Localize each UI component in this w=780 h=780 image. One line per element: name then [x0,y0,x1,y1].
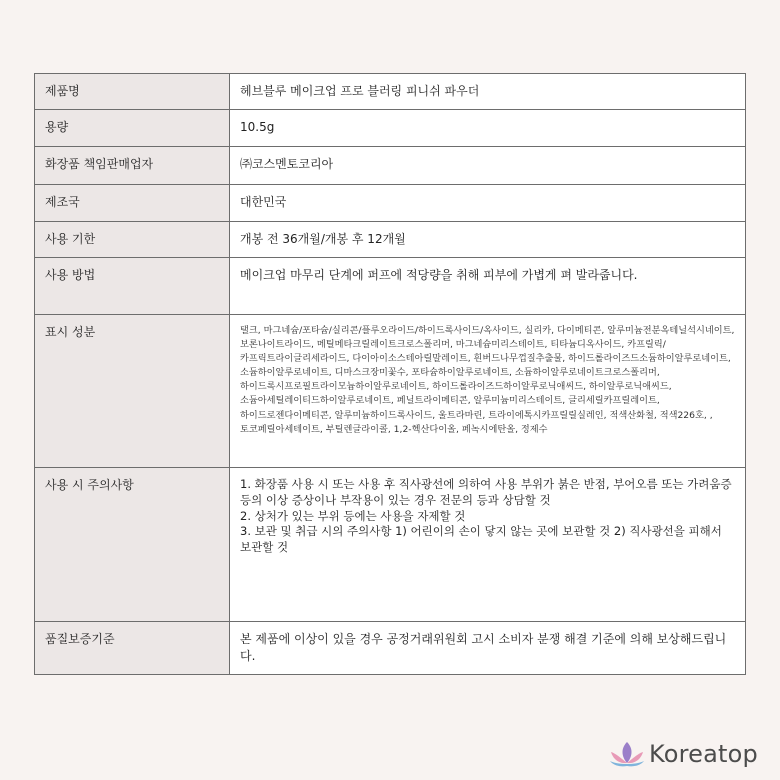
value-distributor: ㈜코스멘토코리아 [240,157,334,171]
table-row [35,74,746,110]
value-usage: 메이크업 마무리 단계에 퍼프에 적당량을 취해 피부에 가볍게 펴 발라줍니다. [240,268,638,282]
value-volume: 10.5g [240,120,275,134]
row-value [230,622,746,675]
row-label [35,147,230,185]
row-label [35,622,230,675]
row-value [230,185,746,222]
row-label [35,258,230,315]
row-label [35,74,230,110]
table-row [35,110,746,147]
value-expiry: 개봉 전 36개월/개봉 후 12개월 [240,232,406,246]
label-distributor: 화장품 책임판매업자 [45,157,154,171]
value-quality: 본 제품에 이상이 있을 경우 공정거래위원회 고시 소비자 분쟁 해결 기준에 의해 보상해드립니다. [240,632,727,663]
table-row [35,468,746,622]
table-row [35,147,746,185]
precaution-line: 2. 상처가 있는 부위 등에는 사용을 자제할 것 [240,508,466,523]
value-country: 대한민국 [240,195,287,209]
table-row [35,185,746,222]
table-row [35,222,746,258]
label-precautions: 사용 시 주의사항 [45,478,134,492]
precaution-line: 보관할 것 [240,540,289,555]
lotus-icon [608,739,646,769]
table-row [35,258,746,315]
row-label [35,315,230,468]
brand-name: Koreatop [649,740,758,768]
row-label [35,185,230,222]
label-ingredients: 표시 성분 [45,325,96,339]
row-value [230,147,746,185]
precaution-line: 등의 이상 증상이나 부작용이 있는 경우 전문의 등과 상담할 것 [240,492,551,507]
row-label [35,110,230,147]
row-value [230,222,746,258]
row-label [35,468,230,622]
precaution-line: 3. 보관 및 취급 시의 주의사항 1) 어린이의 손이 닿지 않는 곳에 보관할 것 2) 직사광선을 피해서 [240,524,722,539]
value-ingredients: 탤크, 마그네슘/포타슘/실리콘/플루오라이드/하이드록사이드/옥사이드, 실리카, 다이메티콘, 알루미늄전분옥테닐석시네이트, 보론나이트라이드, 메틸메타크릴레이트크로스폴리머, 마그네슘미리스테이트, 티타늄디옥사이드, 카프릴릭/카프릭트라이글리세라이드, 다이아이소스테아릴말레이트, 흰버드나무껍질추출물, 하이드롤라이즈드소듐하이알루로네이트, 소듐하이알루로네이트, 디마스크장미꽃수, 포타슘하이알루로네이트, 소듐하이알루로네이트크로스폴리머, 하이드록시프로필트라이모늄하이알루로네이트, 하이드롤라이즈드하이알루로닉애씨드, 하이알루로닉애씨드, 소듐아세틸레이티드하이알루로네이트, 페닐트라이메티콘, 알루미늄미리스테이트, 글리세릴카프릴레이트, 하이드로젠다이메티콘, 알루미늄하이드록사이드, 울트라마린, 트라이에톡시카프릴릴실레인, 적색산화철, 적색226호, , 토코페릴아세테이트, 부틸렌글라이콜, 1,2-헥산다이올, 페녹시에탄올, 정제수 [240,325,735,435]
precaution-line: 1. 화장품 사용 시 또는 사용 후 직사광선에 의하여 사용 부위가 붉은 반점, 부어오름 또는 가려움증 [240,477,732,491]
label-volume: 용량 [45,120,69,134]
label-country: 제조국 [45,195,80,209]
table-row [35,622,746,675]
koreatop-logo [608,737,758,771]
value-product-name: 헤브블루 메이크업 프로 블러링 피니쉬 파우더 [240,84,480,98]
table-row [35,315,746,468]
row-value [230,315,746,468]
row-value [230,74,746,110]
row-label [35,222,230,258]
row-value [230,258,746,315]
label-expiry: 사용 기한 [45,232,96,246]
label-quality: 품질보증기준 [45,632,115,646]
label-usage: 사용 방법 [45,268,96,282]
label-product-name: 제품명 [45,84,80,98]
product-info-table [34,73,746,675]
row-value [230,468,746,622]
row-value [230,110,746,147]
